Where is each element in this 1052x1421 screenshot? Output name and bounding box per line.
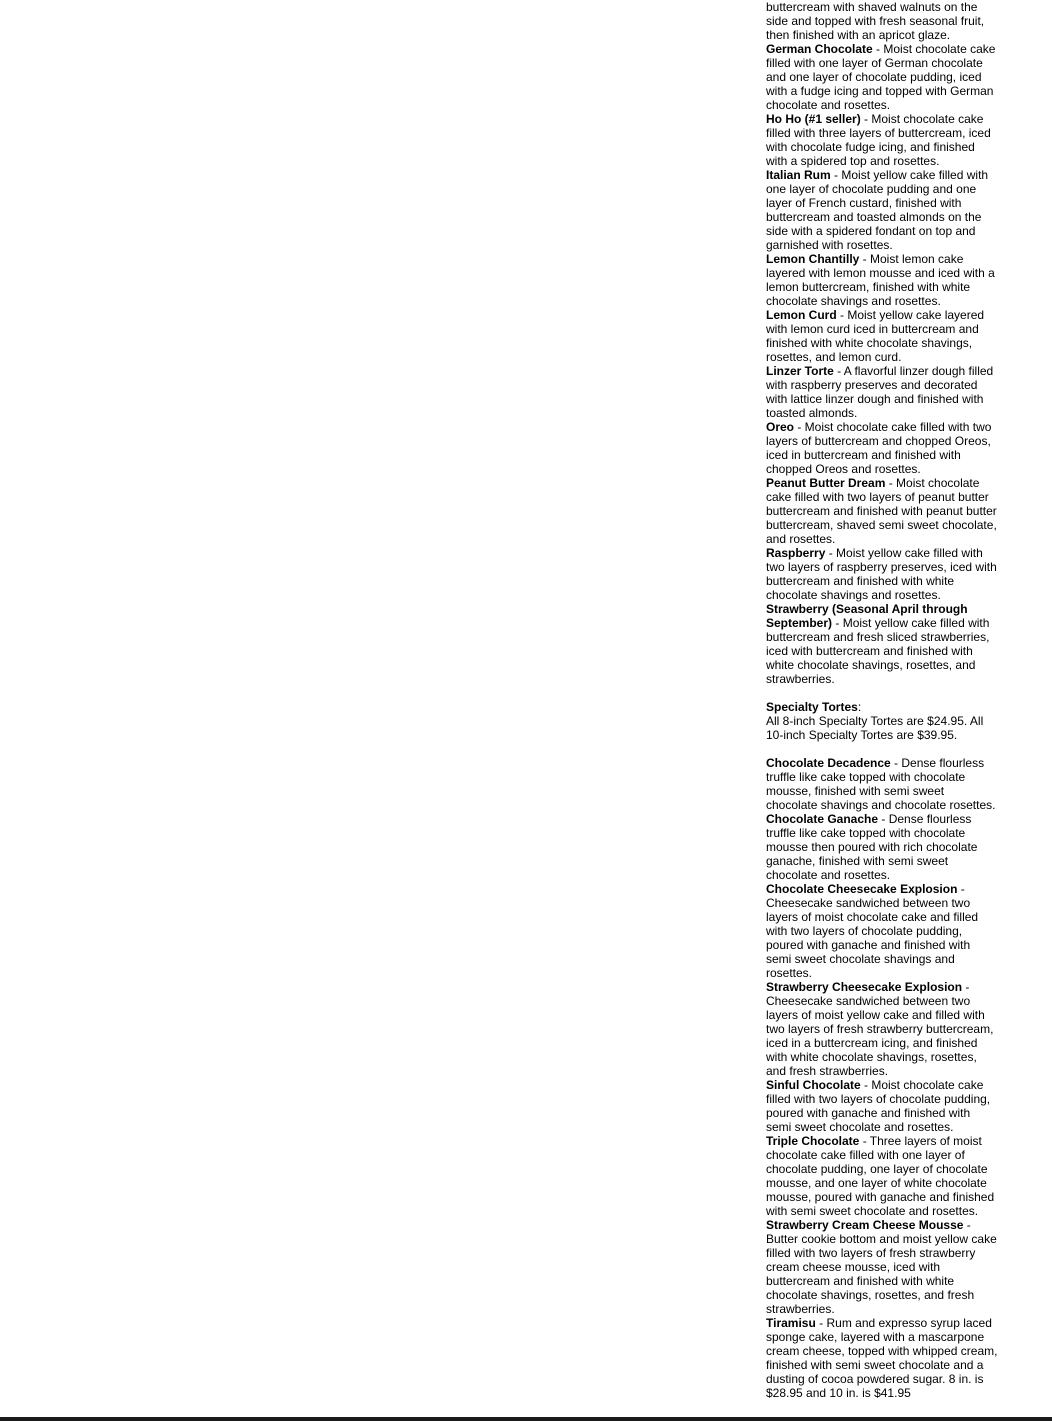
cake-description: - Moist chocolate cake filled with two layers of peanut butter buttercream and finished with peanut butter buttercream, shaved semi sweet chocolate, and rosettes. (766, 476, 997, 546)
menu-column (766, 0, 998, 1400)
cake-description: - Moist chocolate cake filled with three layers of buttercream, iced with chocolate fudge icing, and finished with a spidered top and rosettes. (766, 112, 991, 168)
torte-description: - Moist chocolate cake filled with two layers of chocolate pudding, poured with ganache and finished with semi sweet chocolate and rosettes. (766, 1078, 991, 1134)
cake-item (766, 420, 998, 476)
cake-item (766, 168, 998, 252)
cake-item (766, 364, 998, 420)
torte-item (766, 1218, 998, 1316)
torte-description: - Dense flourless truffle like cake topped with chocolate mousse, finished with semi sweet chocolate shavings and chocolate rosettes. (766, 756, 996, 812)
torte-name: Strawberry Cheesecake Explosion (766, 980, 963, 994)
torte-name: Triple Chocolate (766, 1134, 860, 1148)
spacer (766, 742, 998, 756)
cake-item (766, 602, 998, 686)
torte-item (766, 1316, 998, 1400)
torte-description: - Rum and expresso syrup laced sponge cake, layered with a mascarpone cream cheese, topped with whipped cream, finished with semi sweet chocolate and a dusting of cocoa powdered sugar. 8 in. is $28.95 and 10 in. is $41.95 (766, 1316, 998, 1400)
cake-description: - Moist chocolate cake filled with two layers of buttercream and chopped Oreos, iced in buttercream and finished with chopped Oreos and rosettes. (766, 420, 992, 476)
tortes-heading-colon: : (857, 700, 862, 714)
torte-item (766, 1078, 998, 1134)
cake-name: Peanut Butter Dream (766, 476, 886, 490)
cake-name: Strawberry (Seasonal April through September) (766, 602, 968, 630)
torte-item (766, 882, 998, 980)
cake-name: Linzer Torte (766, 364, 834, 378)
cake-name: Lemon Chantilly (766, 252, 860, 266)
cake-description: - A flavorful linzer dough filled with raspberry preserves and decorated with lattice linzer dough and finished with toasted almonds. (766, 364, 994, 420)
cake-name: Ho Ho (#1 seller) (766, 112, 861, 126)
torte-description: - Cheesecake sandwiched between two layers of moist chocolate cake and filled with two layers of chocolate pudding, poured with ganache and finished with semi sweet chocolate shavings and rosettes. (766, 882, 979, 980)
cake-name: Raspberry (766, 546, 826, 560)
cake-item (766, 42, 998, 112)
cake-description: - Moist yellow cake layered with lemon curd iced in buttercream and finished with white chocolate shavings, rosettes, and lemon curd. (766, 308, 985, 364)
torte-description: - Dense flourless truffle like cake topped with chocolate mousse then poured with rich chocolate ganache, finished with semi sweet chocolate and rosettes. (766, 812, 978, 882)
torte-item (766, 756, 998, 812)
torte-name: Chocolate Cheesecake Explosion (766, 882, 958, 896)
torte-item (766, 812, 998, 882)
cake-item (766, 252, 998, 308)
torte-item (766, 1134, 998, 1218)
torte-description: - Cheesecake sandwiched between two layers of moist yellow cake and filled with two layers of fresh strawberry buttercream, iced in a buttercream icing, and finished with white chocolate shavings, rosettes, and fresh strawberries. (766, 980, 994, 1078)
cake-name: German Chocolate (766, 42, 873, 56)
bottom-divider (0, 1417, 1052, 1421)
torte-name: Sinful Chocolate (766, 1078, 861, 1092)
cake-item (766, 308, 998, 364)
tortes-heading-text: Specialty Tortes (766, 700, 858, 714)
torte-description: - Three layers of moist chocolate cake filled with one layer of chocolate pudding, one layer of chocolate mousse, and one layer of white chocolate mousse, poured with ganache and finished with semi sweet chocolate and rosettes. (766, 1134, 995, 1218)
tortes-heading (766, 700, 998, 714)
torte-name: Tiramisu (766, 1316, 816, 1330)
cake-description: - Moist yellow cake filled with one layer of chocolate pudding and one layer of French custard, finished with buttercream and toasted almonds on the side with a spidered fondant on top and garnished with rosettes. (766, 168, 989, 252)
torte-name: Chocolate Decadence (766, 756, 891, 770)
cake-description: - Moist lemon cake layered with lemon mousse and iced with a lemon buttercream, finished with white chocolate shavings and rosettes. (766, 252, 995, 308)
torte-name: Strawberry Cream Cheese Mousse (766, 1218, 964, 1232)
cake-list (766, 42, 998, 686)
spacer (766, 686, 998, 700)
cake-item (766, 546, 998, 602)
torte-item (766, 980, 998, 1078)
cake-name: Lemon Curd (766, 308, 837, 322)
cake-description: - Moist chocolate cake filled with one layer of German chocolate and one layer of chocolate pudding, iced with a fudge icing and topped with German chocolate and rosettes. (766, 42, 996, 112)
torte-name: Chocolate Ganache (766, 812, 879, 826)
cake-item (766, 476, 998, 546)
cake-item (766, 112, 998, 168)
cake-description: - Moist yellow cake filled with buttercream and fresh sliced strawberries, iced with buttercream and finished with white chocolate shavings, rosettes, and strawberries. (766, 616, 990, 686)
tortes-pricing: All 8-inch Specialty Tortes are $24.95. All 10-inch Specialty Tortes are $39.95. (766, 714, 984, 742)
torte-description: - Butter cookie bottom and moist yellow cake filled with two layers of fresh strawberry cream cheese mousse, iced with buttercream and finished with white chocolate shavings, rosettes, and fresh strawberries. (766, 1218, 997, 1316)
cake-name: Oreo (766, 420, 795, 434)
cake-description: - Moist yellow cake filled with two layers of raspberry preserves, iced with buttercream and finished with white chocolate shavings and rosettes. (766, 546, 997, 602)
intro-continuation: buttercream with shaved walnuts on the side and topped with fresh seasonal fruit, then finished with an apricot glaze. (766, 0, 985, 42)
torte-list (766, 756, 998, 1400)
cake-name: Italian Rum (766, 168, 831, 182)
